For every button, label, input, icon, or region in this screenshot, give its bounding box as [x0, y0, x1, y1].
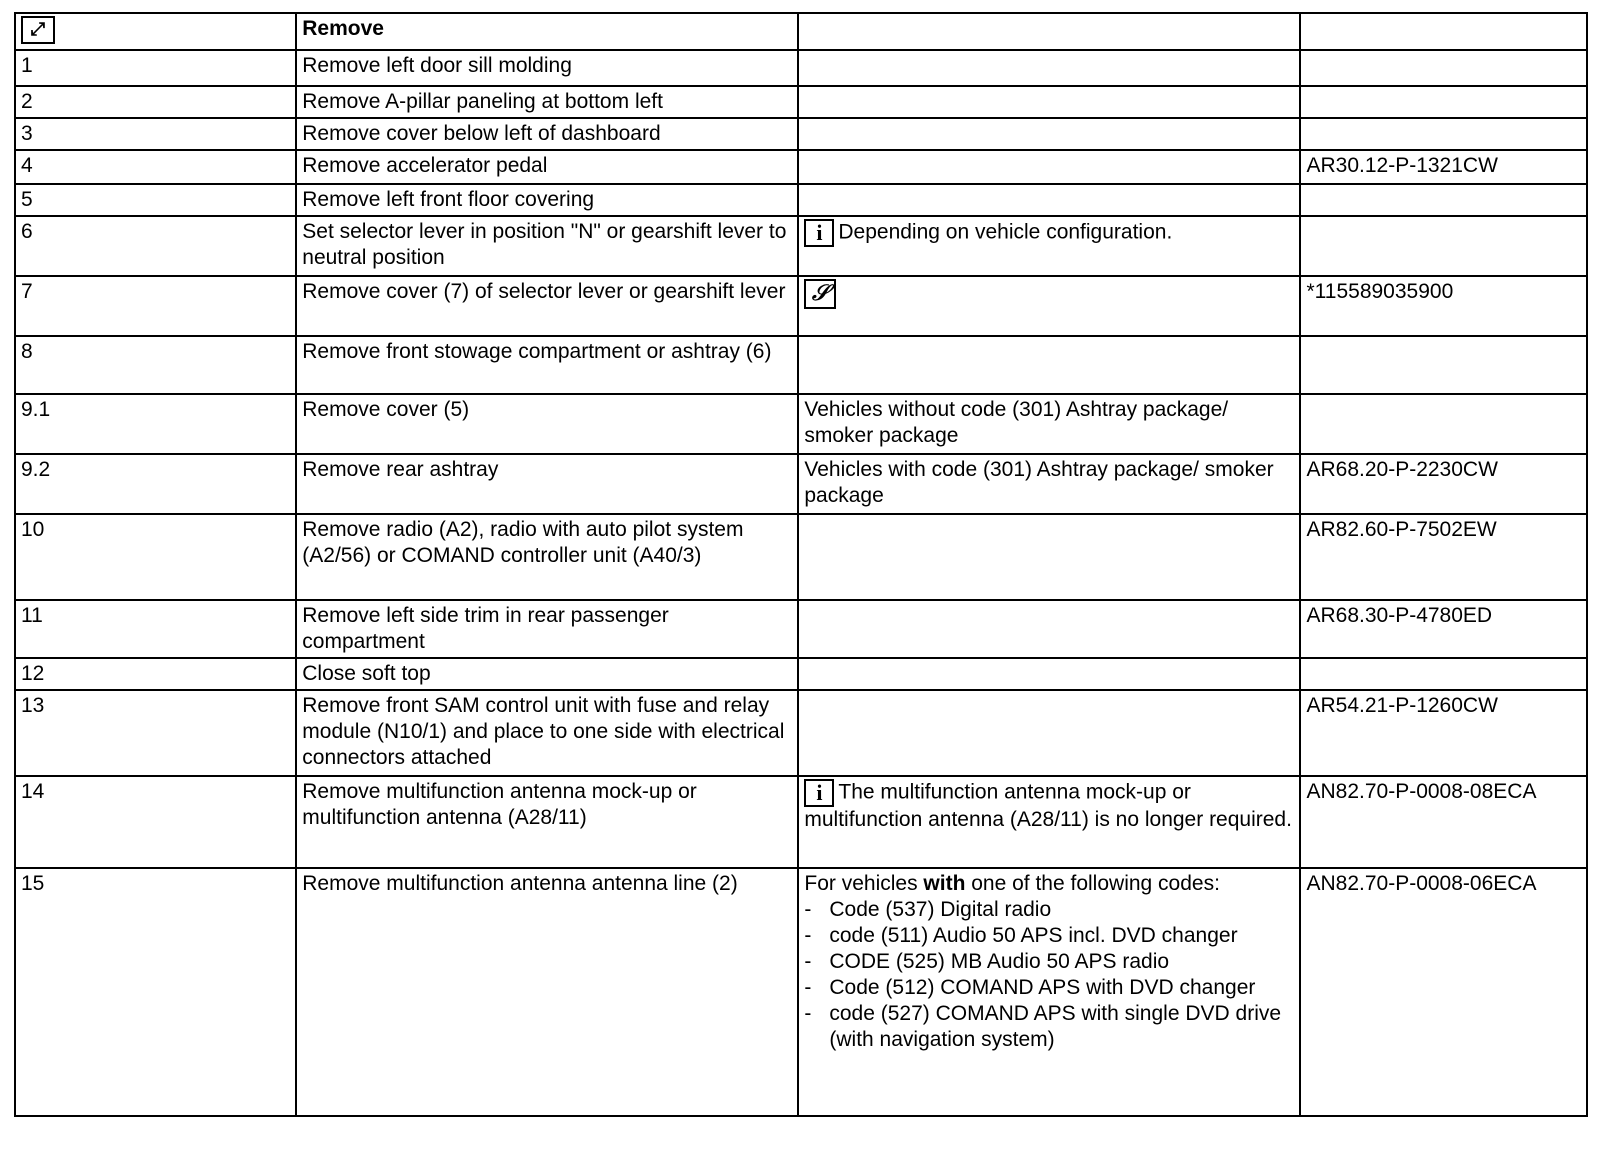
step-action: Remove multifunction antenna antenna line (2)	[296, 868, 798, 1116]
step-action: Remove cover (5)	[296, 394, 798, 454]
table-row	[15, 394, 1587, 454]
step-action: Remove front stowage compartment or ashtray (6)	[296, 336, 798, 394]
special-tool-icon[interactable]: 𝒮	[804, 279, 836, 309]
step-number: 5	[15, 184, 296, 216]
step-action: Remove left door sill molding	[296, 50, 798, 86]
header-cell-title	[296, 13, 798, 50]
expand-icon[interactable]: ⤢	[21, 16, 55, 44]
step-number: 1	[15, 50, 296, 86]
step-number: 13	[15, 690, 296, 776]
step-number: 11	[15, 600, 296, 658]
header-cell-empty	[798, 13, 1300, 50]
step-number: 15	[15, 868, 296, 1116]
list-item: - code (511) Audio 50 APS incl. DVD changer	[804, 923, 1294, 949]
step-number: 7	[15, 276, 296, 336]
step-action: Remove front SAM control unit with fuse and relay module (N10/1) and place to one side with electrical connectors attached	[296, 690, 798, 776]
step-reference	[1300, 394, 1587, 454]
table-row	[15, 454, 1587, 514]
step-number: 14	[15, 776, 296, 868]
section-title: Remove	[302, 17, 384, 40]
step-note	[798, 118, 1300, 150]
step-reference[interactable]: AN82.70-P-0008-06ECA	[1300, 868, 1587, 1116]
info-icon: i	[804, 779, 834, 807]
step-action: Remove left front floor covering	[296, 184, 798, 216]
step-reference[interactable]: AR68.20-P-2230CW	[1300, 454, 1587, 514]
table-row	[15, 86, 1587, 118]
list-item: - Code (537) Digital radio	[804, 897, 1294, 923]
table-row	[15, 276, 1587, 336]
step-number: 2	[15, 86, 296, 118]
table-row	[15, 336, 1587, 394]
table-header-row	[15, 13, 1587, 50]
step-note: The multifunction antenna mock-up or multifunction antenna (A28/11) is no longer required.	[804, 780, 1292, 831]
step-number: 3	[15, 118, 296, 150]
step-reference	[1300, 216, 1587, 276]
step-note: Vehicles without code (301) Ashtray package/ smoker package	[798, 394, 1300, 454]
code-list	[804, 897, 1294, 1053]
step-note-cell	[798, 776, 1300, 868]
step-action: Close soft top	[296, 658, 798, 690]
table-row	[15, 690, 1587, 776]
table-row	[15, 776, 1587, 868]
table-row	[15, 50, 1587, 86]
step-number: 9.2	[15, 454, 296, 514]
step-note	[798, 184, 1300, 216]
code-condition	[804, 871, 1294, 897]
table-row	[15, 600, 1587, 658]
step-number: 8	[15, 336, 296, 394]
step-reference	[1300, 86, 1587, 118]
step-reference[interactable]: *115589035900	[1300, 276, 1587, 336]
condition-emphasis: with	[923, 872, 966, 895]
header-cell-empty	[1300, 13, 1587, 50]
table-row	[15, 216, 1587, 276]
step-reference	[1300, 184, 1587, 216]
table-row	[15, 868, 1587, 1116]
list-item: - code (527) COMAND APS with single DVD drive (with navigation system)	[804, 1001, 1294, 1053]
step-note	[798, 86, 1300, 118]
condition-prefix: For vehicles	[804, 872, 924, 895]
step-reference[interactable]: AR68.30-P-4780ED	[1300, 600, 1587, 658]
step-note	[798, 50, 1300, 86]
step-reference[interactable]: AR30.12-P-1321CW	[1300, 150, 1587, 184]
step-note-cell	[798, 868, 1300, 1116]
step-reference	[1300, 118, 1587, 150]
step-number: 10	[15, 514, 296, 600]
step-action: Remove multifunction antenna mock-up or multifunction antenna (A28/11)	[296, 776, 798, 868]
table-row	[15, 514, 1587, 600]
step-action: Remove radio (A2), radio with auto pilot system (A2/56) or COMAND controller unit (A40/3)	[296, 514, 798, 600]
step-action: Set selector lever in position "N" or gearshift lever to neutral position	[296, 216, 798, 276]
condition-suffix: one of the following codes:	[965, 872, 1220, 895]
step-note	[798, 690, 1300, 776]
step-number: 6	[15, 216, 296, 276]
list-item: - Code (512) COMAND APS with DVD changer	[804, 975, 1294, 1001]
step-note	[798, 658, 1300, 690]
procedure-table	[14, 12, 1588, 1117]
step-note: Depending on vehicle configuration.	[838, 220, 1173, 244]
step-action: Remove left side trim in rear passenger compartment	[296, 600, 798, 658]
step-action: Remove rear ashtray	[296, 454, 798, 514]
step-number: 4	[15, 150, 296, 184]
step-note	[798, 336, 1300, 394]
step-reference[interactable]: AR82.60-P-7502EW	[1300, 514, 1587, 600]
step-note	[798, 600, 1300, 658]
table-row	[15, 150, 1587, 184]
step-reference	[1300, 50, 1587, 86]
step-reference	[1300, 336, 1587, 394]
step-reference[interactable]: AR54.21-P-1260CW	[1300, 690, 1587, 776]
step-reference	[1300, 658, 1587, 690]
header-cell-icon	[15, 13, 296, 50]
step-action: Remove A-pillar paneling at bottom left	[296, 86, 798, 118]
table-row	[15, 184, 1587, 216]
step-number: 9.1	[15, 394, 296, 454]
table-row	[15, 118, 1587, 150]
step-note-cell	[798, 276, 1300, 336]
list-item: - CODE (525) MB Audio 50 APS radio	[804, 949, 1294, 975]
step-note-cell	[798, 216, 1300, 276]
step-note: Vehicles with code (301) Ashtray package/ smoker package	[798, 454, 1300, 514]
step-reference[interactable]: AN82.70-P-0008-08ECA	[1300, 776, 1587, 868]
step-action: Remove cover (7) of selector lever or gearshift lever	[296, 276, 798, 336]
step-note	[798, 150, 1300, 184]
step-note	[798, 514, 1300, 600]
step-number: 12	[15, 658, 296, 690]
step-action: Remove accelerator pedal	[296, 150, 798, 184]
info-icon: i	[804, 219, 834, 247]
table-row	[15, 658, 1587, 690]
step-action: Remove cover below left of dashboard	[296, 118, 798, 150]
